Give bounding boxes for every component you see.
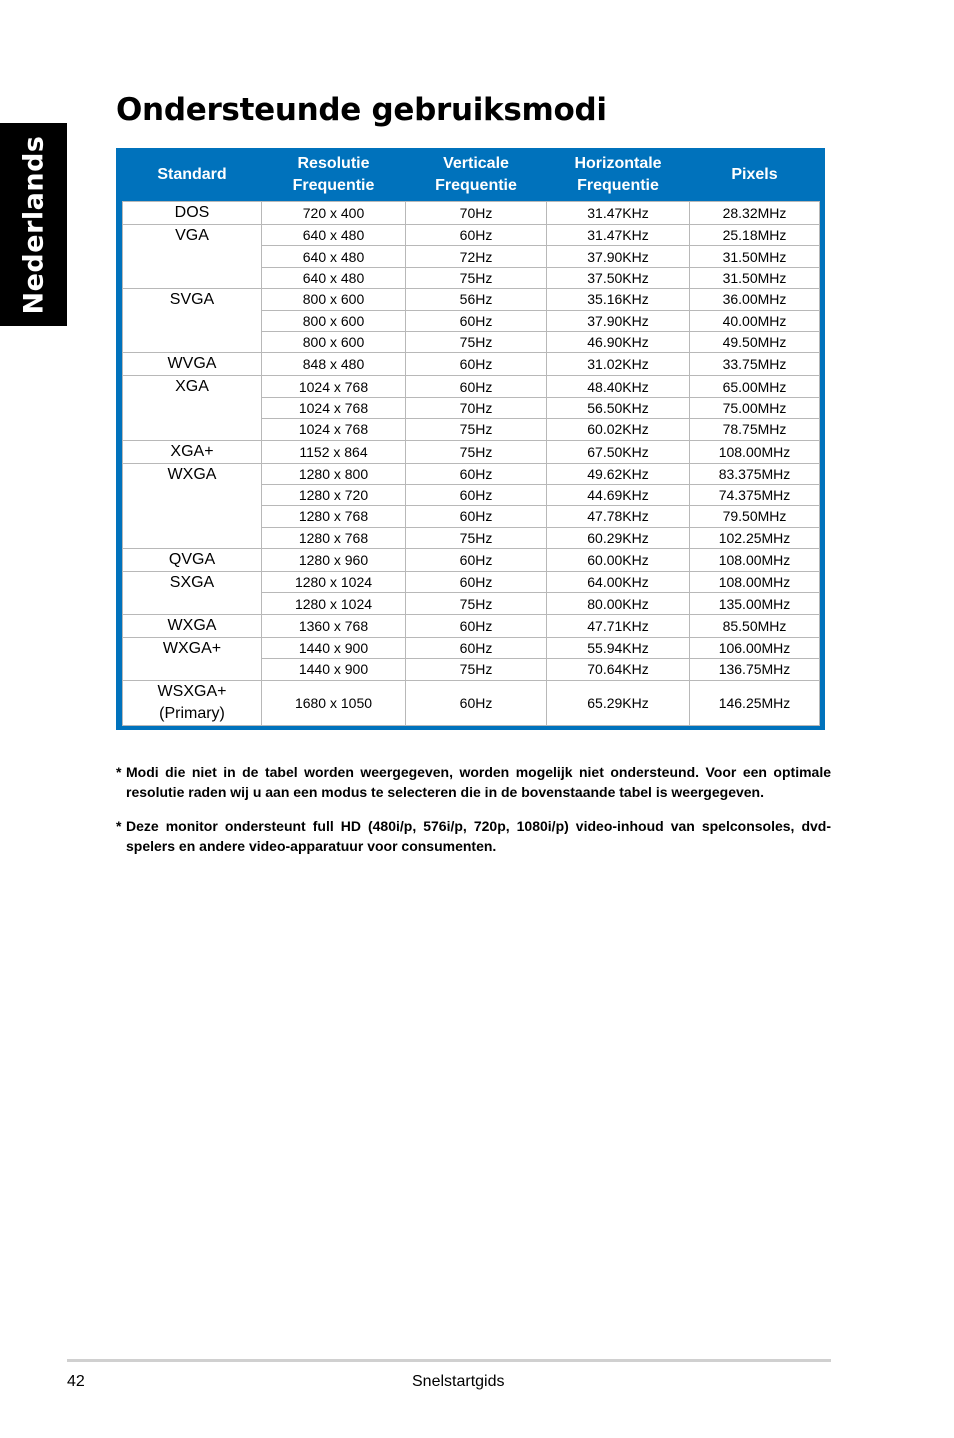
resolution-cell: 1024 x 768 — [262, 397, 406, 418]
pixels-cell: 108.00MHz — [690, 572, 820, 593]
horizontal-frequency-cell: 35.16KHz — [547, 289, 690, 310]
horizontal-frequency-cell: 46.90KHz — [547, 331, 690, 352]
resolution-cell: 1024 x 768 — [262, 419, 406, 440]
vertical-frequency-cell: 75Hz — [406, 331, 547, 352]
pixels-cell: 136.75MHz — [690, 659, 820, 680]
vertical-frequency-cell: 75Hz — [406, 440, 547, 463]
vertical-frequency-cell: 75Hz — [406, 267, 547, 288]
vertical-frequency-cell: 70Hz — [406, 202, 547, 225]
standard-cell: QVGA — [123, 549, 262, 572]
pixels-cell: 135.00MHz — [690, 593, 820, 614]
horizontal-frequency-cell: 48.40KHz — [547, 376, 690, 397]
standard-cell: WXGA — [123, 463, 262, 549]
resolution-cell: 1024 x 768 — [262, 376, 406, 397]
standard-cell: SVGA — [123, 289, 262, 353]
horizontal-frequency-cell: 37.50KHz — [547, 267, 690, 288]
table-body — [123, 202, 820, 726]
standard-cell: WSXGA+ (Primary) — [123, 680, 262, 725]
resolution-cell: 1360 x 768 — [262, 614, 406, 637]
modes-table-frame — [116, 148, 825, 730]
footnote-text: Modi die niet in de tabel worden weergegeven, worden mogelijk niet ondersteund. Voor een optimale resolutie raden wij u aan een modus te selecteren die in de bovenstaande tabel is weergegeven. — [126, 764, 831, 800]
vertical-frequency-cell: 60Hz — [406, 614, 547, 637]
resolution-cell: 640 x 480 — [262, 246, 406, 267]
resolution-cell: 1440 x 900 — [262, 659, 406, 680]
pixels-cell: 102.25MHz — [690, 527, 820, 548]
standard-cell: DOS — [123, 202, 262, 225]
table-row — [123, 637, 820, 658]
pixels-cell: 36.00MHz — [690, 289, 820, 310]
horizontal-frequency-cell: 80.00KHz — [547, 593, 690, 614]
resolution-cell: 800 x 600 — [262, 289, 406, 310]
pixels-cell: 40.00MHz — [690, 310, 820, 331]
resolution-cell: 800 x 600 — [262, 310, 406, 331]
vertical-frequency-cell: 56Hz — [406, 289, 547, 310]
horizontal-frequency-cell: 31.47KHz — [547, 225, 690, 246]
resolution-cell: 1280 x 720 — [262, 484, 406, 505]
horizontal-frequency-cell: 70.64KHz — [547, 659, 690, 680]
standard-cell: WXGA — [123, 614, 262, 637]
pixels-cell: 108.00MHz — [690, 440, 820, 463]
table-row — [123, 376, 820, 397]
pixels-cell: 31.50MHz — [690, 246, 820, 267]
horizontal-frequency-cell: 47.78KHz — [547, 506, 690, 527]
resolution-cell: 1680 x 1050 — [262, 680, 406, 725]
resolution-cell: 1280 x 800 — [262, 463, 406, 484]
table-row — [123, 225, 820, 246]
standard-cell: VGA — [123, 225, 262, 289]
pixels-cell: 79.50MHz — [690, 506, 820, 527]
vertical-frequency-cell: 75Hz — [406, 527, 547, 548]
pixels-cell: 31.50MHz — [690, 267, 820, 288]
pixels-cell: 49.50MHz — [690, 331, 820, 352]
footer-title: Snelstartgids — [412, 1373, 505, 1390]
table-row — [123, 549, 820, 572]
vertical-frequency-cell: 70Hz — [406, 397, 547, 418]
vertical-frequency-cell: 60Hz — [406, 484, 547, 505]
table-header-row — [123, 148, 820, 202]
footnotes — [116, 762, 831, 870]
table-row — [123, 614, 820, 637]
standard-cell: WVGA — [123, 353, 262, 376]
table-row — [123, 289, 820, 310]
vertical-frequency-cell: 60Hz — [406, 549, 547, 572]
resolution-cell: 800 x 600 — [262, 331, 406, 352]
pixels-cell: 75.00MHz — [690, 397, 820, 418]
vertical-frequency-cell: 60Hz — [406, 680, 547, 725]
horizontal-frequency-cell: 67.50KHz — [547, 440, 690, 463]
horizontal-frequency-cell: 37.90KHz — [547, 310, 690, 331]
horizontal-frequency-cell: 56.50KHz — [547, 397, 690, 418]
footnote — [116, 762, 831, 802]
pixels-cell: 74.375MHz — [690, 484, 820, 505]
horizontal-frequency-cell: 49.62KHz — [547, 463, 690, 484]
vertical-frequency-cell: 60Hz — [406, 353, 547, 376]
vertical-frequency-cell: 60Hz — [406, 376, 547, 397]
footnote — [116, 816, 831, 856]
resolution-cell: 1280 x 768 — [262, 527, 406, 548]
page-title: Ondersteunde gebruiksmodi — [116, 92, 607, 128]
page-number: 42 — [67, 1373, 85, 1390]
footnote-marker: * — [116, 764, 122, 780]
horizontal-frequency-cell: 60.02KHz — [547, 419, 690, 440]
horizontal-frequency-cell: 65.29KHz — [547, 680, 690, 725]
vertical-frequency-cell: 60Hz — [406, 310, 547, 331]
standard-cell: XGA — [123, 376, 262, 440]
pixels-cell: 85.50MHz — [690, 614, 820, 637]
vertical-frequency-cell: 60Hz — [406, 463, 547, 484]
horizontal-frequency-cell: 31.47KHz — [547, 202, 690, 225]
resolution-cell: 720 x 400 — [262, 202, 406, 225]
table-row — [123, 463, 820, 484]
supported-modes-table — [122, 148, 820, 726]
resolution-cell: 1280 x 1024 — [262, 572, 406, 593]
table-row — [123, 202, 820, 225]
table-row — [123, 680, 820, 725]
horizontal-frequency-cell: 55.94KHz — [547, 637, 690, 658]
pixels-cell: 108.00MHz — [690, 549, 820, 572]
resolution-cell: 640 x 480 — [262, 225, 406, 246]
vertical-frequency-cell: 75Hz — [406, 659, 547, 680]
header-vertical-frequency: Verticale Frequentie — [435, 154, 517, 194]
standard-cell: SXGA — [123, 572, 262, 615]
horizontal-frequency-cell: 64.00KHz — [547, 572, 690, 593]
horizontal-frequency-cell: 31.02KHz — [547, 353, 690, 376]
pixels-cell: 146.25MHz — [690, 680, 820, 725]
header-pixels: Pixels — [731, 165, 778, 183]
header-standard: Standard — [157, 165, 227, 183]
vertical-frequency-cell: 75Hz — [406, 419, 547, 440]
resolution-cell: 640 x 480 — [262, 267, 406, 288]
horizontal-frequency-cell: 60.29KHz — [547, 527, 690, 548]
pixels-cell: 33.75MHz — [690, 353, 820, 376]
pixels-cell: 65.00MHz — [690, 376, 820, 397]
footnote-marker: * — [116, 818, 122, 834]
pixels-cell: 83.375MHz — [690, 463, 820, 484]
pixels-cell: 28.32MHz — [690, 202, 820, 225]
table-row — [123, 353, 820, 376]
header-resolution: Resolutie Frequentie — [292, 154, 375, 194]
vertical-frequency-cell: 60Hz — [406, 225, 547, 246]
vertical-frequency-cell: 75Hz — [406, 593, 547, 614]
side-tab-label: Nederlands — [18, 135, 49, 314]
resolution-cell: 848 x 480 — [262, 353, 406, 376]
pixels-cell: 25.18MHz — [690, 225, 820, 246]
resolution-cell: 1280 x 960 — [262, 549, 406, 572]
vertical-frequency-cell: 60Hz — [406, 506, 547, 527]
pixels-cell: 106.00MHz — [690, 637, 820, 658]
table-row — [123, 572, 820, 593]
resolution-cell: 1152 x 864 — [262, 440, 406, 463]
horizontal-frequency-cell: 60.00KHz — [547, 549, 690, 572]
resolution-cell: 1280 x 1024 — [262, 593, 406, 614]
vertical-frequency-cell: 60Hz — [406, 637, 547, 658]
header-horizontal-frequency: Horizontale Frequentie — [574, 154, 662, 194]
language-side-tab — [0, 123, 67, 326]
table-row — [123, 440, 820, 463]
footer-divider — [67, 1359, 831, 1362]
standard-cell: WXGA+ — [123, 637, 262, 680]
footnote-text: Deze monitor ondersteunt full HD (480i/p, 576i/p, 720p, 1080i/p) video-inhoud van spelconsoles, dvd-spelers en andere video-apparatuur voor consumenten. — [126, 818, 831, 854]
resolution-cell: 1280 x 768 — [262, 506, 406, 527]
pixels-cell: 78.75MHz — [690, 419, 820, 440]
standard-cell: XGA+ — [123, 440, 262, 463]
horizontal-frequency-cell: 47.71KHz — [547, 614, 690, 637]
resolution-cell: 1440 x 900 — [262, 637, 406, 658]
horizontal-frequency-cell: 37.90KHz — [547, 246, 690, 267]
horizontal-frequency-cell: 44.69KHz — [547, 484, 690, 505]
vertical-frequency-cell: 60Hz — [406, 572, 547, 593]
vertical-frequency-cell: 72Hz — [406, 246, 547, 267]
